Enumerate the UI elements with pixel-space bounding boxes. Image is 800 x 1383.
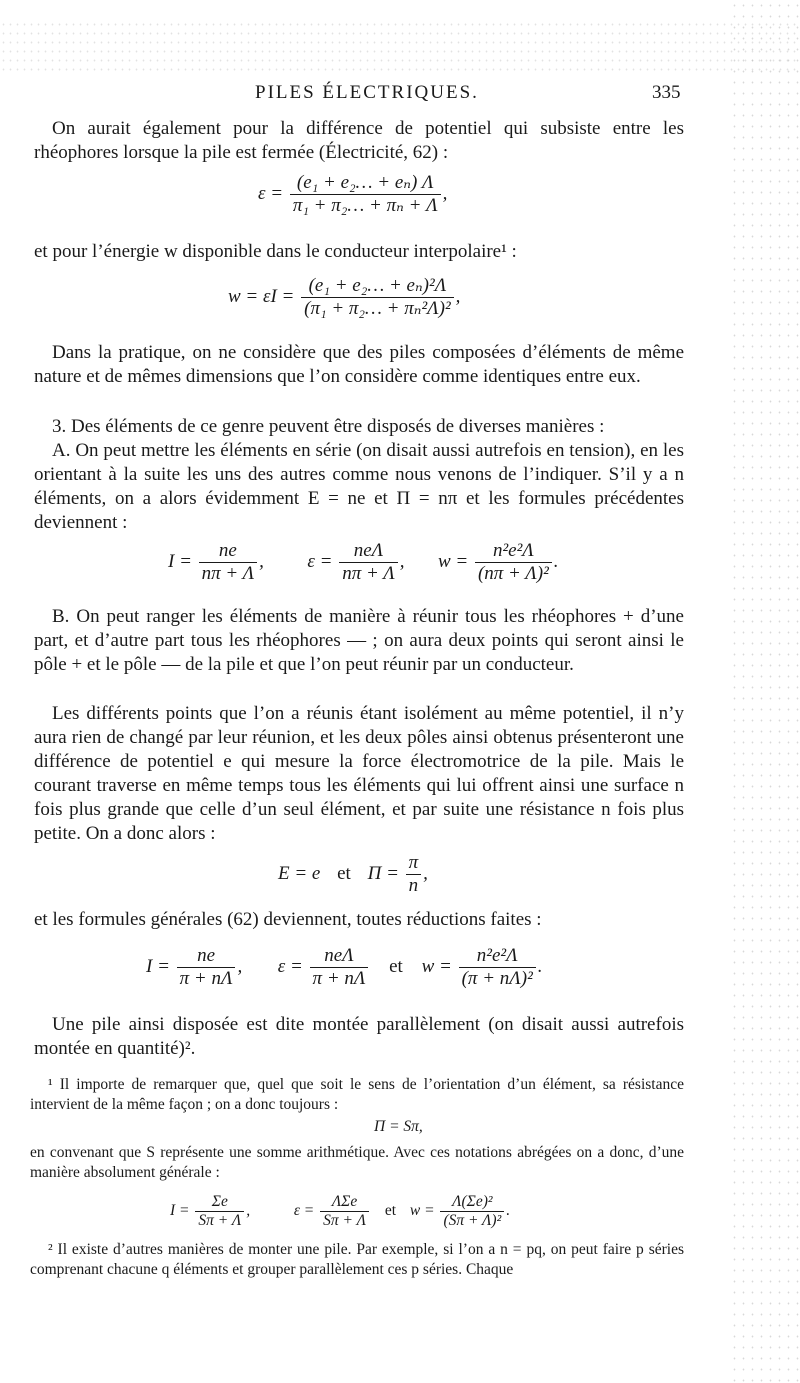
eq4-b-tail: , <box>423 862 428 884</box>
eq4-a: E = e <box>278 862 321 884</box>
page-header <box>0 82 800 106</box>
eq3-b-numerator: neΛ <box>353 540 384 561</box>
equation-parallel-basics <box>278 852 428 897</box>
eq4-b-lhs: Π = <box>367 862 399 884</box>
footnote-2: ² Il existe d’autres manières de monter une pile. Par exemple, si l’on a n = pq, on peut faire p séries comprenant chacune q éléments et grouper parallèlement ces p séries. Chaque <box>30 1241 684 1278</box>
eq7-c-numerator: Λ(Σe)² <box>452 1193 493 1210</box>
eq7-c-lhs: w = <box>409 1202 435 1220</box>
eq5-et: et <box>389 955 403 977</box>
eq7-c-fraction <box>440 1193 504 1230</box>
eq3-a-denominator: nπ + Λ <box>199 562 257 585</box>
eq3-b-lhs: ε = <box>307 550 333 572</box>
eq2-numerator: (e₁ + e₂… + eₙ)²Λ <box>308 275 447 296</box>
eq1-denominator: π₁ + π₂… + πₙ + Λ <box>290 194 441 217</box>
paragraph-energy: et pour l’énergie w disponible dans le conducteur interpolaire¹ : <box>34 241 517 262</box>
scan-noise-right-edge <box>730 0 800 1383</box>
footnote-1-continued: en convenant que S représente une somme arithmétique. Avec ces notations abrégées on a donc, d’une manière absolument générale : <box>30 1144 684 1181</box>
eq5-c-fraction <box>459 945 536 990</box>
paragraph-section-3: 3. Des éléments de ce genre peuvent être disposés de diverses manières : <box>52 416 605 437</box>
eq4-b-denominator: n <box>406 874 422 897</box>
eq7-a-numerator: Σe <box>211 1193 228 1210</box>
eq5-a-denominator: π + nΛ <box>177 967 236 990</box>
scan-noise-top <box>0 20 800 75</box>
eq7-b-numerator: ΛΣe <box>331 1193 358 1210</box>
eq5-b-fraction <box>310 945 369 990</box>
running-head: PILES ÉLECTRIQUES. <box>255 82 479 103</box>
eq3-a-lhs: I = <box>168 550 192 572</box>
eq3-c-denominator: (nπ + Λ)² <box>475 562 552 585</box>
paragraph-series: A. On peut mettre les éléments en série (on disait aussi autrefois en tension), en les orientant à la suite les uns des autres comme nous venons de l’indiquer. S’il y a n éléments, on a alors évidemment E = ne et Π = nπ et les formules précédentes deviennent : <box>34 440 684 533</box>
eq2-denominator: (π₁ + π₂… + πₙ²Λ)² <box>301 297 454 320</box>
eq3-a-fraction <box>199 540 257 585</box>
paragraph-parallel-setup: B. On peut ranger les éléments de manière à réunir tous les rhéophores + d’une part, et d’autre part tous les rhéophores — ; on aura deux points qui seront ainsi le pôle + et le pôle — de la pile et que l’on peut réunir par un conducteur. <box>34 606 684 675</box>
eq4-b-numerator: π <box>408 852 419 873</box>
eq5-b-denominator: π + nΛ <box>310 967 369 990</box>
eq5-a-lhs: I = <box>146 955 170 977</box>
page-number: 335 <box>652 82 681 103</box>
footnote-equation-general <box>170 1193 510 1230</box>
eq3-c-lhs: w = <box>437 550 469 572</box>
eq7-c-tail: . <box>506 1202 511 1220</box>
eq5-c-tail: . <box>537 955 543 977</box>
eq5-c-lhs: w = <box>421 955 452 977</box>
equation-epsilon <box>258 172 447 217</box>
equation-parallel-formulas <box>146 945 543 990</box>
equation-series-formulas <box>168 540 559 585</box>
eq7-b-fraction <box>320 1193 369 1230</box>
eq7-a-tail: , <box>246 1202 251 1220</box>
footnote-1-intro: ¹ Il importe de remarquer que, quel que soit le sens de l’orientation d’un élément, sa résistance intervient de la même façon ; on a donc toujours : <box>30 1076 684 1113</box>
paragraph-potential-difference: On aurait également pour la différence de potentiel qui subsiste entre les rhéophores lorsque la pile est fermée (Électricité, 62) : <box>34 118 684 163</box>
eq3-a-tail: , <box>259 550 264 572</box>
eq5-c-numerator: n²e²Λ <box>476 945 518 966</box>
eq5-a-numerator: ne <box>197 945 216 966</box>
eq2-tail: , <box>455 285 461 307</box>
eq7-et: et <box>384 1202 397 1220</box>
eq5-a-fraction <box>177 945 236 990</box>
eq3-b-tail: , <box>399 550 405 572</box>
eq7-b-lhs: ε = <box>293 1202 315 1220</box>
footnote-equation-resistance: Π = Sπ, <box>374 1118 423 1135</box>
eq2-fraction <box>301 275 454 320</box>
eq7-c-denominator: (Sπ + Λ)² <box>440 1211 504 1230</box>
paragraph-general-formulas: et les formules générales (62) deviennent, toutes réductions faites : <box>34 909 542 930</box>
eq3-c-numerator: n²e²Λ <box>492 540 534 561</box>
eq7-b-denominator: Sπ + Λ <box>320 1211 369 1230</box>
eq5-a-tail: , <box>237 955 243 977</box>
eq1-lhs: ε = <box>258 182 284 204</box>
paragraph-same-potential: Les différents points que l’on a réunis étant isolément au même potentiel, il n’y aura rien de changé par leur réunion, et les deux pôles ainsi obtenus présenteront une différence de potentiel e qui mesure la force électromotrice de la pile. Mais le courant traverse en même temps tous les éléments qui lui offrent ainsi une surface n fois plus grande que celle d’un seul élément, et par suite une résistance n fois plus petite. On a donc alors : <box>34 703 684 844</box>
eq4-et: et <box>337 862 351 884</box>
eq5-b-numerator: neΛ <box>324 945 354 966</box>
eq3-c-fraction <box>475 540 552 585</box>
eq5-b-lhs: ε = <box>277 955 303 977</box>
paragraph-practice: Dans la pratique, on ne considère que des piles composées d’éléments de même nature et de mêmes dimensions que l’on considère comme identiques entre eux. <box>34 342 684 387</box>
eq1-numerator: (e₁ + e₂… + eₙ) Λ <box>296 172 434 193</box>
paragraph-parallel-mount: Une pile ainsi disposée est dite montée parallèlement (on disait aussi autrefois montée en quantité)². <box>34 1014 684 1059</box>
equation-energy <box>228 275 460 320</box>
eq1-tail: , <box>442 182 448 204</box>
eq7-a-denominator: Sπ + Λ <box>195 1211 244 1230</box>
eq2-lhs: w = εI = <box>228 285 295 307</box>
eq4-b-fraction <box>406 852 422 897</box>
eq7-a-fraction <box>195 1193 244 1230</box>
eq3-c-tail: . <box>553 550 559 572</box>
eq7-a-lhs: I = <box>170 1202 190 1220</box>
eq3-a-numerator: ne <box>218 540 237 561</box>
eq3-b-fraction <box>339 540 397 585</box>
eq1-fraction <box>290 172 441 217</box>
eq5-c-denominator: (π + nΛ)² <box>459 967 536 990</box>
eq3-b-denominator: nπ + Λ <box>339 562 397 585</box>
